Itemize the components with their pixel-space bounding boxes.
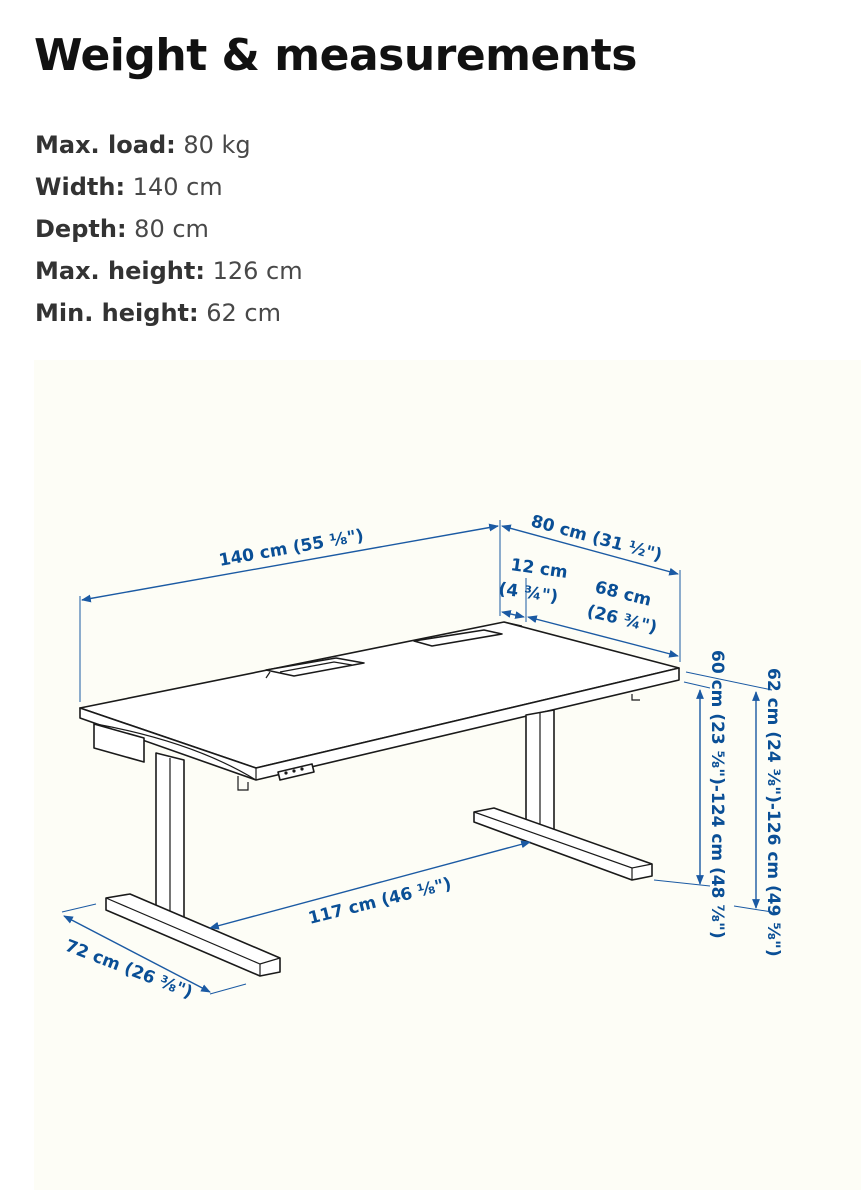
desk-dimension-diagram [34, 360, 861, 1190]
desk-drawing [34, 360, 861, 1190]
spec-value: 80 cm [126, 215, 209, 243]
dim-offset-68-label: 68 cm [592, 577, 654, 611]
spec-depth [35, 208, 303, 250]
dim-foot-depth-label: 72 cm (26 ⅜") [62, 935, 196, 1003]
dim-frame-height-label: 60 cm (23 ⅝")-124 cm (48 ⅞") [707, 650, 727, 939]
dim-offset-12-in-label: (4 ¾") [497, 579, 560, 608]
spec-label: Min. height: [35, 299, 199, 327]
dim-depth-label: 80 cm (31 ½") [528, 511, 665, 566]
desk-illustration [80, 622, 679, 976]
spec-label: Max. height: [35, 257, 205, 285]
dim-leg-span-label: 117 cm (46 ⅛") [306, 873, 454, 929]
spec-label: Depth: [35, 215, 127, 243]
spec-list [35, 124, 303, 334]
spec-min-height [35, 292, 303, 334]
dim-width-label: 140 cm (55 ⅛") [217, 525, 366, 571]
spec-max-load [35, 124, 303, 166]
dim-offset-68-in-label: (26 ¾") [584, 601, 660, 639]
spec-value: 126 cm [204, 257, 303, 285]
spec-value: 80 kg [175, 131, 251, 159]
dim-total-height-label: 62 cm (24 ⅜")-126 cm (49 ⅝") [763, 668, 783, 957]
spec-value: 140 cm [125, 173, 223, 201]
spec-label: Width: [35, 173, 126, 201]
spec-label: Max. load: [35, 131, 176, 159]
spec-value: 62 cm [198, 299, 281, 327]
page-title: Weight & measurements [34, 30, 637, 81]
dim-offset-12-label: 12 cm [509, 555, 569, 583]
spec-max-height [35, 250, 303, 292]
spec-width [35, 166, 303, 208]
